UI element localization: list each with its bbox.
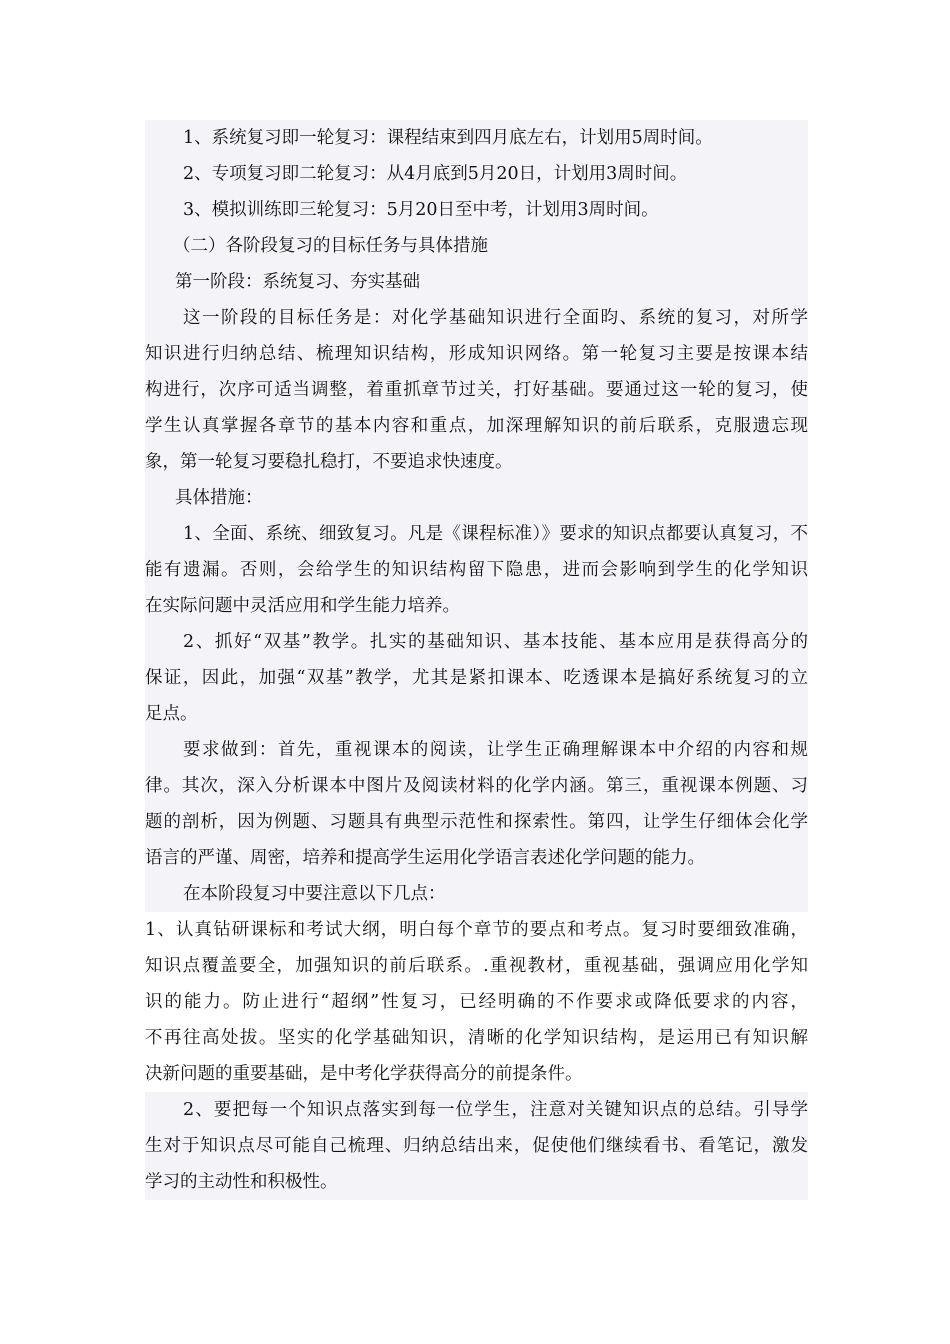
- document-body: [145, 120, 808, 1200]
- paragraph-line: 构进行，次序可适当调整，着重抓章节过关，打好基础。要通过这一轮的复习，使: [145, 372, 808, 408]
- paragraph-line: 象，第一轮复习要稳扎稳打，不要追求快速度。: [145, 444, 808, 480]
- plan-item-1: 1、系统复习即一轮复习：课程结束到四月底左右，计划用5周时间。: [145, 120, 808, 156]
- plan-item-2: 2、专项复习即二轮复习：从4月底到5月20日，计划用3周时间。: [145, 156, 808, 192]
- stage-heading: 第一阶段：系统复习、夯实基础: [145, 264, 808, 300]
- paragraph-line: 学生认真掌握各章节的基本内容和重点，加深理解知识的前后联系，克服遗忘现: [145, 408, 808, 444]
- paragraph-line: 知识点覆盖要全，加强知识的前后联系。.重视教材，重视基础，强调应用化学知: [145, 948, 808, 984]
- measures-heading: 具体措施：: [145, 480, 808, 516]
- paragraph-line: 决新问题的重要基础，是中考化学获得高分的前提条件。: [145, 1056, 808, 1092]
- paragraph-line: 1、认真钻研课标和考试大纲，明白每个章节的要点和考点。复习时要细致准确，: [145, 912, 808, 948]
- paragraph-line: 要求做到：首先，重视课本的阅读，让学生正确理解课本中介绍的内容和规: [145, 732, 808, 768]
- paragraph-line: 能有遗漏。否则，会给学生的知识结构留下隐患，进而会影响到学生的化学知识: [145, 552, 808, 588]
- paragraph-line: 律。其次，深入分析课本中图片及阅读材料的化学内涵。第三，重视课本例题、习: [145, 768, 808, 804]
- paragraph-line: 1、全面、系统、细致复习。凡是《课程标准）》要求的知识点都要认真复习，不: [145, 516, 808, 552]
- paragraph-line: 保证，因此，加强“双基”教学，尤其是紧扣课本、吃透课本是搞好系统复习的立: [145, 660, 808, 696]
- paragraph-line: 生对于知识点尽可能自己梳理、归纳总结出来，促使他们继续看书、看笔记，激发: [145, 1128, 808, 1164]
- paragraph-line: 在实际问题中灵活应用和学生能力培养。: [145, 588, 808, 624]
- paragraph-line: 不再往高处拔。坚实的化学基础知识，清晰的化学知识结构，是运用已有知识解: [145, 1020, 808, 1056]
- paragraph-line: 语言的严谨、周密，培养和提高学生运用化学语言表述化学问题的能力。: [145, 840, 808, 876]
- paragraph-line: 2、要把每一个知识点落实到每一位学生，注意对关键知识点的总结。引导学: [145, 1092, 808, 1128]
- paragraph-line: 2、抓好“双基”教学。扎实的基础知识、基本技能、基本应用是获得高分的: [145, 624, 808, 660]
- section-heading: （二）各阶段复习的目标任务与具体措施: [145, 228, 808, 264]
- paragraph-line: 足点。: [145, 696, 808, 732]
- notes-heading: 在本阶段复习中要注意以下几点：: [145, 876, 808, 912]
- plan-item-3: 3、模拟训练即三轮复习：5月20日至中考，计划用3周时间。: [145, 192, 808, 228]
- paragraph-line: 知识进行归纳总结、梳理知识结构，形成知识网络。第一轮复习主要是按课本结: [145, 336, 808, 372]
- paragraph-line: 题的剖析，因为例题、习题具有典型示范性和探索性。第四，让学生仔细体会化学: [145, 804, 808, 840]
- paragraph-line: 这一阶段的目标任务是：对化学基础知识进行全面昀、系统的复习，对所学: [145, 300, 808, 336]
- paragraph-line: 识的能力。防止进行“超纲”性复习，已经明确的不作要求或降低要求的内容，: [145, 984, 808, 1020]
- paragraph-line: 学习的主动性和积极性。: [145, 1164, 808, 1200]
